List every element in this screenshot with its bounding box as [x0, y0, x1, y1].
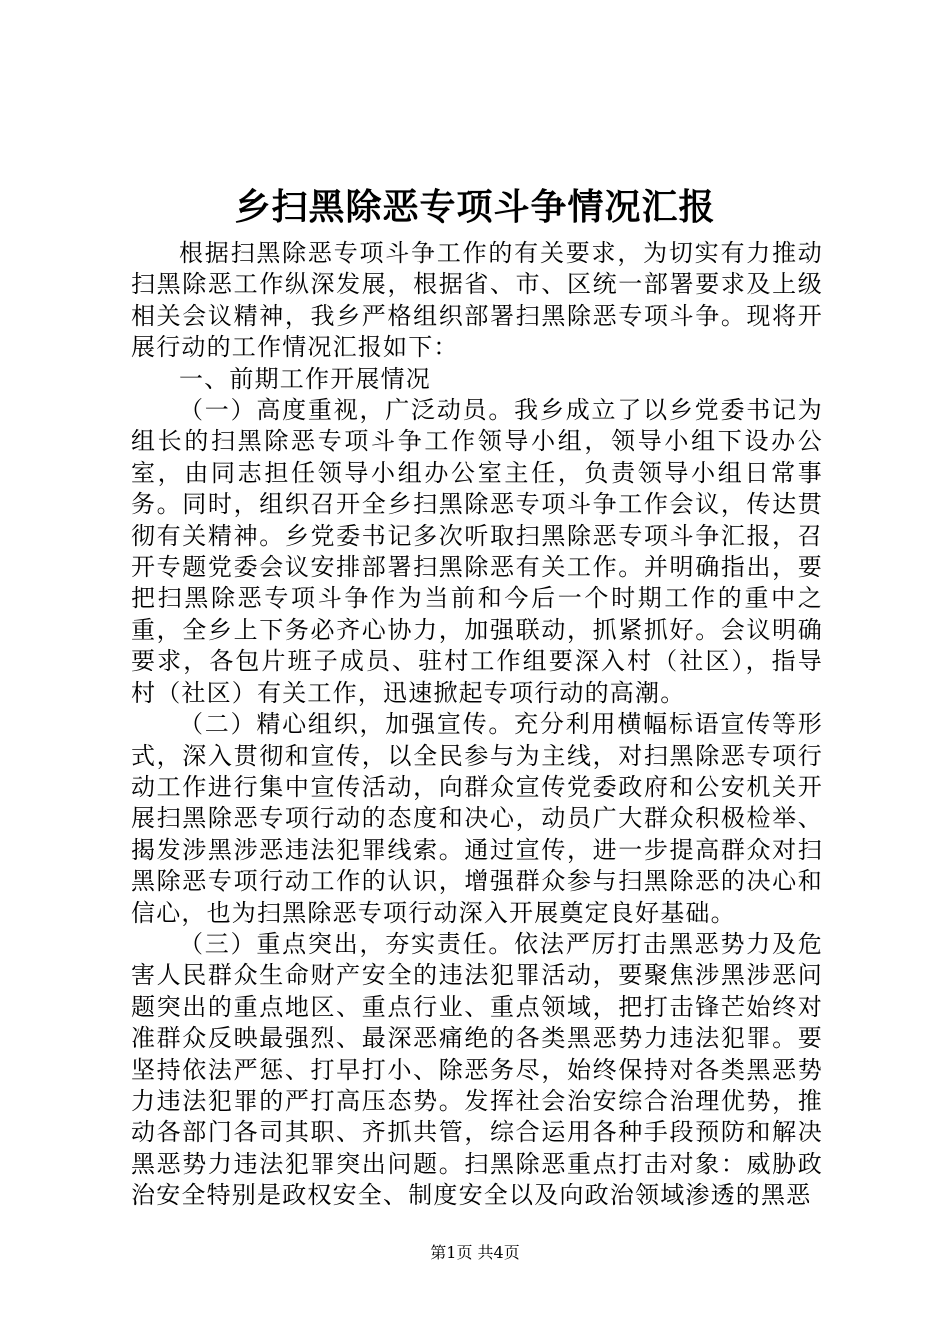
section-heading: 一、前期工作开展情况	[179, 364, 431, 393]
paragraph-item-3: （三）重点突出，夯实责任。依法严厉打击黑恶势力及危害人民群众生命财产安全的违法犯罪活动，要聚焦涉黑涉恶问题突出的重点地区、重点行业、重点领域，把打击锋芒始终对准群众反映最强烈、最深恶痛绝的各类黑恶势力违法犯罪。要坚持依法严惩、打早打小、除恶务尽，始终保持对各类黑恶势力违法犯罪的严打高压态势。发挥社会治安综合治理优势，推动各部门各司其职、齐抓共管，综合运用各种手段预防和解决黑恶势力违法犯罪突出问题。扫黑除恶重点打击对象：威胁政治安全特别是政权安全、制度安全以及向政治领域渗透的黑恶	[131, 929, 823, 1210]
paragraph-intro: 根据扫黑除恶专项斗争工作的有关要求，为切实有力推动扫黑除恶工作纵深发展，根据省、市、区统一部署要求及上级相关会议精神，我乡严格组织部署扫黑除恶专项斗争。现将开展行动的工作情况汇报如下：	[131, 239, 823, 362]
document-title: 乡扫黑除恶专项斗争情况汇报	[234, 186, 716, 228]
page-number-footer: 第1页 共4页	[430, 1243, 520, 1262]
paragraph-item-2: （二）精心组织，加强宣传。充分利用横幅标语宣传等形式，深入贯彻和宣传，以全民参与为主线，对扫黑除恶专项行动工作进行集中宣传活动，向群众宣传党委政府和公安机关开展扫黑除恶专项行动的态度和决心，动员广大群众积极检举、揭发涉黑涉恶违法犯罪线索。通过宣传，进一步提高群众对扫黑除恶专项行动工作的认识，增强群众参与扫黑除恶的决心和信心，也为扫黑除恶专项行动深入开展奠定良好基础。	[131, 710, 823, 927]
paragraph-item-1: （一）高度重视，广泛动员。我乡成立了以乡党委书记为组长的扫黑除恶专项斗争工作领导小组，领导小组下设办公室，由同志担任领导小组办公室主任，负责领导小组日常事务。同时，组织召开全乡扫黑除恶专项斗争工作会议，传达贯彻有关精神。乡党委书记多次听取扫黑除恶专项斗争汇报，召开专题党委会议安排部署扫黑除恶有关工作。并明确指出，要把扫黑除恶专项斗争作为当前和今后一个时期工作的重中之重，全乡上下务必齐心协力，加强联动，抓紧抓好。会议明确要求，各包片班子成员、驻村工作组要深入村（社区），指导村（社区）有关工作，迅速掀起专项行动的高潮。	[131, 396, 823, 707]
document-body	[131, 238, 823, 1212]
